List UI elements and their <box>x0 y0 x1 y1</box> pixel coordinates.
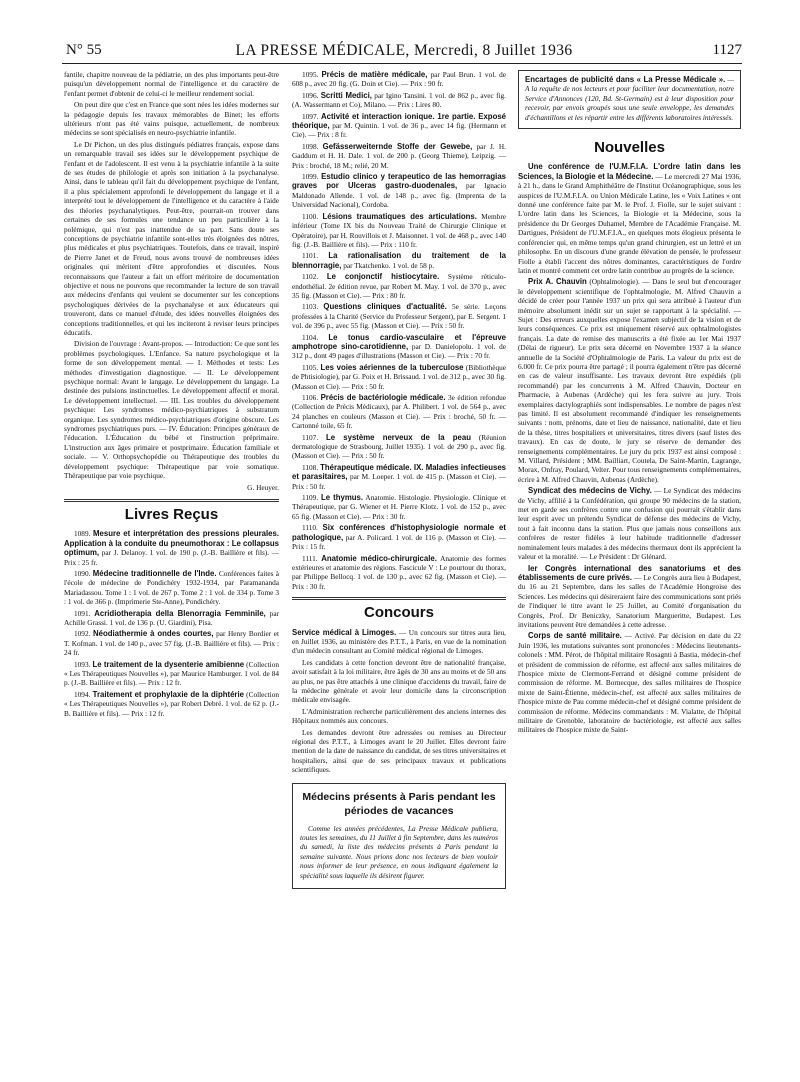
page-header <box>66 42 742 62</box>
paragraph: Le Dr Pichon, un des plus distingués pédiatres français, expose dans un remarquable travail ses idées sur le développement psychique de l'enfant et de l'adolescent. Il est venu à la psychiatrie infantile à la suite de ses études de philologie et après son initiation à la psychanalyse. Ainsi, dans le tableau qu'il fait du développement psychique de l'enfant, il a plus spécialement approfondi le développement du langage et il a interprété tout le développement de l'intelligence et du caractère à l'aide des théories psychanalytiques. Peut-être, pourrait-on trouver dans certaines de ses formules une tendance un peu particulière à la polémique, qui n'est pas inattendue de sa part. Sans doute ses conceptions de psychiatrie infantile sont-elles très éloignées des nôtres, plus médicales et plus psychiatriques. Toutefois, dans ce travail, inspiré de Pierre Janet et de Freud, nous avons trouvé de nombreuses idées originales qui méritent d'être approfondies et discutées. Nous reconnaissons que l'auteur a fait un effort méritoire de documentation objective et nous ne pouvons que recommander la lecture de son travail aux médecins d'enfants qui veulent se documenter sur les conceptions psychologiques dérivées de la psychanalyse et aux éducateurs qui trouveront, dans ce manuel d'étude, des idées nouvelles éloignées des conceptions traditionnelles, et qui les inciteront à reviser leurs principes éducatifs. <box>64 139 279 337</box>
entry-details: Système réticulo-endothélial. 2e édition revue, par Robert M. May. 1 vol. de 370 p., avec 35 fig. (Masson et Cie). — Prix : 80 fr. <box>292 272 506 300</box>
entry-number: 1104. <box>302 332 319 342</box>
book-entry <box>292 142 506 170</box>
entry-number: 1107. <box>302 432 319 442</box>
column-right <box>518 70 741 1060</box>
entry-title: Le système nerveux de la peau <box>326 432 471 442</box>
book-entry <box>292 393 506 431</box>
book-entry <box>292 251 506 270</box>
entry-details: Conférences faites à l'école de médecine de Pondichéry 1932-1934, par Paramananda Mariadassou. Tome 1 : 1 vol. de 267 p. Tome 2 : 1 vol. de 334 p. Tome 3 : 1 vol. de 366 p. (Imprimerie Ste-Anne), Pondichéry. <box>64 568 279 607</box>
entry-details: — Le Syndicat des médecins de Vichy, affilié à la Confédération, qui groupe 90 médecins de la station, met en garde ses confrères contre une confusion qui pourrait s'établir dans leur esprit avec un prétendu Syndicat de défense des médecins de Vichy, tout à fait inconnu dans la station. Plus que jamais nous conseillons aux confrères de rester fidèles à leur habitude traditionnelle d'adresser nominalement leurs malades à des médecins thermaux dont ils apprécient la valeur et la moralité. — Le Président : Dr Glénard. <box>518 486 741 562</box>
entry-number: 1102. <box>302 272 319 282</box>
entry-title: Syndicat des médecins de Vichy. <box>528 486 652 496</box>
entry-details: par Henry Bordier et T. Kofman. 1 vol. de 140 p., avec 57 fig. (J.-B. Baillière et fils). — Prix : 24 fr. <box>64 629 279 658</box>
entry-number: 1111. <box>302 553 318 563</box>
entry-number: 1097. <box>302 111 319 121</box>
review-signature: G. Heuyer. <box>247 483 279 493</box>
entry-number: 1096. <box>302 90 319 100</box>
entry-title: Thérapeutique médicale. IX. Maladies infectieuses et parasitaires, <box>292 462 506 482</box>
concours-paragraph-4: Les demandes devront être adressées ou remises au Directeur régional des P.T.T., à Limoges avant le 20 Juillet. Elles devront faire mention de la date de naissance du candidat, de ses titres universitaires et hospitaliers, ainsi que de ses principaux travaux et publications scientifiques. <box>292 727 506 775</box>
book-entry <box>64 609 279 628</box>
book-entry <box>64 569 279 607</box>
entry-number: 1101. <box>302 251 319 261</box>
news-item <box>518 564 741 630</box>
entry-title: Corps de santé militaire. <box>528 631 622 641</box>
entry-number: 1099. <box>302 172 319 182</box>
entry-number: 1095. <box>302 70 319 79</box>
paragraph: On peut dire que c'est en France que sont nées les idées modernes sur la pédagogie depuis les travaux mémorables de Binet; les efforts ultérieurs n'ont pas été vains puisque, actuellement, de nombreux médecins se sont spécialisés en neuro-psychiatrie infantile. <box>64 100 279 138</box>
section-title-nouvelles: Nouvelles <box>594 139 665 157</box>
review-text <box>64 70 279 480</box>
paragraph: fantile, chapitre nouveau de la pédiatrie, un des plus importants peut-être puisqu'un développement normal de l'intelligence et du caractère de l'enfant permet d'obtenir de celui-ci le meilleur rendement social. <box>64 70 279 98</box>
entry-number: 1109. <box>302 493 319 503</box>
news-item <box>518 631 741 734</box>
concours-paragraph-3: L'Administration recherche particulièrement des anciens internes des Hôpitaux nommés aux concours. <box>292 706 506 726</box>
section-title-concours: Concours <box>363 604 434 622</box>
entry-number: 1110. <box>302 523 318 533</box>
news-item <box>518 277 741 484</box>
advertising-notice-box <box>518 70 741 129</box>
entry-title: Estudio clinico y terapeutico de las hemorragias graves por Ulceras gastro-duodenales, <box>292 172 506 191</box>
concours-text: — Un concours sur titres aura lieu, en Juillet 1936, au ministère des P.T.T., à Paris, en vue de la nomination d'un médecin consultant au Comité médical régional de Limoges. <box>292 627 506 656</box>
entry-number: 1092. <box>74 629 91 639</box>
page-number: 1127 <box>712 42 742 58</box>
entry-title: Scritti Medici, <box>320 90 372 100</box>
entry-details: par Achille Grassi. 1 vol. de 136 p. (U. Giardini), Pisa. <box>64 608 279 627</box>
entry-details: 5e série. Leçons professées à la Charité (Service du Professeur Sergent), par E. Sergent. 1 vol. de 396 p., avec 55 fig. (Masson et Cie). — Prix : 50 fr. <box>292 302 506 331</box>
section-title-livres: Livres Reçus <box>124 505 219 523</box>
entry-number: 1105. <box>302 362 319 372</box>
entry-title: Néodiathermie à ondes courtes, <box>93 629 214 639</box>
entry-details: par A. Policard. 1 vol. de 116 p. (Masson et Cie). — Prix : 15 fr. <box>292 532 506 552</box>
books-list <box>64 529 279 718</box>
news-list <box>518 162 741 734</box>
book-entry <box>292 302 506 330</box>
entry-title: Une conférence de l'U.M.F.I.A. L'ordre latin dans les Sciences, la Biologie et la Médecine. <box>518 162 741 181</box>
entry-title: Médecine traditionnelle de l'Inde. <box>92 568 217 578</box>
entry-details: par Paul Brun. 1 vol. de 608 p., avec 20 fig. (G. Doin et Cie). — Prix : 90 fr. <box>292 70 506 89</box>
book-entry <box>292 333 506 361</box>
news-item <box>518 162 741 275</box>
column-middle <box>292 70 506 1060</box>
vacation-notice-box <box>292 783 506 889</box>
book-entry <box>292 112 506 140</box>
book-entry <box>292 493 506 521</box>
book-entry <box>292 433 506 461</box>
entry-title: Les voies aériennes de la tuberculose <box>320 362 464 372</box>
entry-details: Membre inférieur (Tome IX bis du Nouveau Traité de Chirurgie Clinique et Opératoire), par H. Rouvillois et J. Maisonnet. 1 vol. de 468 p., avec 140 fig. (J.-B. Baillière et fils). — Prix : 110 fr. <box>292 211 506 249</box>
entry-details: par M. Loeper. 1 vol. de 415 p. (Masson et Cie). — Prix : 50 fr. <box>292 472 506 491</box>
news-item <box>518 486 741 561</box>
entry-title: Anatomie médico-chirurgicale. <box>321 553 437 563</box>
entry-details: Anatomie des formes extérieures et anatomie des régions. Fascicule V : Le pourtour du thorax, par Philippe Bellocq. 1 vol. de 130 p., avec 62 fig. (Masson et Cie). — Prix : 30 fr. <box>292 553 506 591</box>
book-entry <box>292 70 506 89</box>
book-entry <box>292 91 506 110</box>
vacation-notice-text: Comme les années précédentes, La Presse Médicale publiera, toutes les semaines, du 11 Juillet à fin Septembre, dans les numéros du samedi, la liste des médecins présents à Paris pendant la semaine suivante. Nous prions donc nos lecteurs de bien vouloir nous informer de leur présence, en nous indiquant également la spécialité sous laquelle ils désirent figurer. <box>300 823 498 880</box>
book-entry <box>292 463 506 491</box>
entry-number: 1103. <box>302 302 319 312</box>
entry-title: Gefässerweiternde Stoffe der Gewebe, <box>322 141 473 151</box>
column-left <box>64 70 279 1060</box>
entry-title: Le thymus. <box>320 493 364 503</box>
book-entry <box>64 529 279 567</box>
book-entry <box>64 629 279 657</box>
entry-details: Anatomie. Histologie. Physiologie. Clinique et Thérapeutique, par G. Wiener et H. Pierre Klotz. 1 vol. de 152 p., avec 65 fig. (Masson et Cie). — Prix : 30 fr. <box>292 493 506 521</box>
entry-details: (Collection « Les Thérapeutiques Nouvelles »), par Maurice Hamburger. 1 vol. de 84 p. (J.-B. Baillière et fils). — Prix : 12 fr. <box>64 659 279 688</box>
entry-title: Précis de bactériologie médicale. <box>320 393 446 402</box>
entry-details: par Ignacio Maldonado Allende. 1 vol. de 148 p., avec fig. (Imprenta de la Universidad Nacional), Cordoba. <box>292 181 506 210</box>
entry-title: Le traitement de la dysenterie amibienne <box>92 659 245 669</box>
entry-title: Activité et interaction ionique. 1re partie. Exposé théorique, <box>292 111 506 131</box>
book-entry <box>292 212 506 250</box>
entry-details: par Tkatchenko. 1 vol. de 58 p. <box>343 260 435 270</box>
entry-number: 1091. <box>74 608 91 618</box>
book-entry <box>292 272 506 300</box>
entry-details: par Igino Tansini. 1 vol. de 862 p., avec fig. (A. Wassermann et Co), Milano. — Prix : Lires 80. <box>292 90 506 110</box>
entry-number: 1100. <box>302 211 319 221</box>
entry-number: 1089. <box>74 529 91 539</box>
book-entry <box>64 660 279 688</box>
issue-number: N° 55 <box>66 42 102 58</box>
entry-title: Mesure et interprétation des pressions pleurales. Application à la conduite du pneumothorax : Le collapsus optimum, <box>64 529 279 558</box>
entry-details: (Ophtalmologie). — Dans le seul but d'encourager le développement scientifique de l'ophtalmologie, M. Alfred Chauvin a décidé de créer pour l'année 1937 un prix qui sera attribué à l'auteur d'un mémoire absolument inédit sur un sujet se rapportant à la spécialité. — Sujet : Des erreurs auxquelles expose l'examen subjectif de la vision et de leurs conséquences. Ce prix est uniquement réservé aux ophtalmologistes français. La date de remise des manuscrits a été fixée au 1er Mai 1937 (Délai de rigueur). Le prix sera décerné en Novembre 1937 à la séance annuelle de la Société d'Ophtalmologie de Paris. La valeur du prix est de 6.000 fr. Ce prix pourra être partagé ; il pourra également n'être pas décerné en cas de valeur insuffisante. Les travaux devront être expédiés (pli recommandé) par les concurrents à M. Alfred Chauvin, Docteur en Pharmacie, à Aubenas (Ardèche) qui les fera suivre au jury. Trois exemplaires dactylographiés sont indispensables. Le nombre de pages n'est pas limité. Il est absolument recommandé d'indiquer les renseignements suivants : nom, prénoms, date et lieu de naissance, nationalité, date et lieu de la thèse, titres hospitaliers et universitaires, titres divers (sauf listes des travaux). En cas de doute, le jury se réserve de demander des renseignements complémentaires. Le jury du prix 1937 est ainsi composé : M. Villard, Président ; MM. Bailliart, Coutela, De Saint-Martin, Lagrange, Morax, Onfray, Poulard, Velter. Pour tous renseignements complémentaires, écrire à M. Alfred Chauvin, Aubenas (Ardèche). <box>518 277 741 484</box>
entry-title: Acridiotherapia della Blenorragia Femminile, <box>94 608 266 618</box>
advertising-notice-text: — A la requête de nos lecteurs et pour faciliter leur documentation, notre Service d'Annonces (120, Bd. St-Germain) est à leur disposition pour recevoir, par envois groupés sous une seule enveloppe, les demandes d'échantillons et les répartir entre les différents laboratoires intéressés. <box>525 75 734 122</box>
entry-title: Lésions traumatiques des articulations. <box>322 211 477 221</box>
entry-title: Le conjonctif histiocytaire. <box>326 272 440 282</box>
entry-details: par D. Danielopolu. 1 vol. de 312 p., dont 49 pages d'illustrations (Masson et Cie). — Prix : 70 fr. <box>292 341 506 361</box>
entry-number: 1106. <box>302 393 319 402</box>
entry-title: Le tonus cardio-vasculaire et l'épreuve amphotrope sino-carotidienne, <box>292 332 506 351</box>
entry-title: Ier Congrès international des sanatoriums et des établissements de cure privés. <box>518 563 741 582</box>
entry-title: Six conférences d'histophysiologie normale et pathologique, <box>292 523 506 542</box>
entry-details: — Le mercredi 27 Mai 1936, à 21 h., dans le Grand Amphithéâtre de l'Institut Océanographique, sous les auspices de l'U.M.F.I.A. ou Union Médicale Latine, les « Voix Latines » ont donné une conférence faite par M. le Prof. J. Fiolle, sur le sujet suivant : L'ordre latin dans les Sciences, la Biologie et la Médecine, sous la présidence du Dr Georges Duhamel, Membre de l'Académie Française. M. Dartigues, Président de l'U.M.F.I.A., en quelques mots élogieux présenta le conférencier qui, en même temps qu'un grand chirurgien, est un lettré et un philosophe. En un discours d'une grande élévation de pensée, le professeur Fiolle a établi l'accent des nôtres dominantes, caractéristiques de l'ordre latin et montré comment cet ordre latin contribue au progrès de la science. <box>518 171 741 275</box>
entry-details: — Le Congrès aura lieu à Budapest, du 16 au 21 Septembre, dans les salles de l'Académie Hongroise des Sciences. Les médecins qui désireraient faire des communications sont priés de l'indiquer le titre avant le 25 Juillet, au Comité d'organisation du Congrès, Prof. Dr Beniczky, Sanatorium Margueritte, Budapest. Les invitations peuvent être demandées à cette adresse. <box>518 572 741 629</box>
entry-number: 1094. <box>74 689 91 699</box>
book-entry <box>292 363 506 391</box>
entry-details: (Bibliothèque de Phtisiologie), par G. Poix et H. Brissaud. 1 vol. de 312 p., avec 30 fig. (Masson et Cie). — Prix : 50 fr. <box>292 362 506 391</box>
book-entry <box>292 554 506 592</box>
entry-details: (Réunion dermatologique de Strasbourg, Juillet 1935). 1 vol. de 290 p., avec fig. (Masson et Cie). — Prix : 50 fr. <box>292 432 506 461</box>
concours-paragraph-2: Les candidats à cette fonction devront être de nationalité française, avoir satisfait à la loi militaire, être âgés de 30 ans au moins et de 50 ans au plus, ne pas être attachés à une clinique d'accidents du travail, faire de la médecine générale et avoir leur domicile dans la circonscription médicale envisagée. <box>292 657 506 705</box>
book-entry <box>292 172 506 210</box>
entry-details: par M. Quintin. 1 vol. de 36 p., avec 14 fig. (Hermann et Cie). — Prix : 8 fr. <box>292 121 506 140</box>
entry-title: Prix A. Chauvin <box>528 277 587 287</box>
paragraph: Division de l'ouvrage : Avant-propos. — Introduction: Ce que sont les problèmes psychologiques. L'Enfance. Sa nature psychologique et la forme de son développement mental. — I. Méthodes et tests: Les méthodes d'investigation diagnostique. — II. Le développement psychique normal: Avant le langage. Le développement du langage. La destinée des pulsions instinctuelles. Le développement affectif et moral. Le développement intellectuel. — III. Les troubles du développement psychique: Les syndromes médico-psychiatriques à substratum organique. Les syndromes médico-psychiatriques d'origine obscure. Les syndromes psychiatriques purs. — IV. Éducation: Principes généraux de l'éducation. L'Éducation du bébé et l'instruction préprimaire. L'instruction aux âges primaire et postprimaire. Éducation familiale et sociale. — V. Orthopsychopédie ou Thérapeutique des troubles du développement psychique: Thérapeutique par voie somatique. Thérapeutique par voie psychique. <box>64 339 279 481</box>
vacation-notice-title: Médecins présents à Paris pendant les périodes de vacances <box>302 790 496 817</box>
entry-number: 1098. <box>302 141 319 151</box>
journal-title: LA PRESSE MÉDICALE, Mercredi, 8 Juillet 1936 <box>235 42 573 59</box>
entry-details: (Collection « Les Thérapeutiques Nouvelles »), par Robert Debré. 1 vol. de 62 p. (J.-B. Baillière et fils). — Prix : 12 fr. <box>64 689 279 718</box>
entry-title: La rationalisation du traitement de la blennorragie, <box>292 251 506 270</box>
header-rule <box>62 63 742 64</box>
book-entry <box>292 523 506 551</box>
entry-details: — Activé. Par décision en date du 22 Juin 1936, les mutations suivantes sont prononcées : Médecins lieutenants-colonels : MM. Pérot, de l'hôpital militaire Rosagnti à Bastia, médecin-chef et président de commission de réforme, est affecté aux salles militaires de l'hospice mixte de Clermont-Ferrand et désigné comme président de commission de réforme. M. Bornecque, des salles militaires de l'hospice mixte de Saint-Étienne, médecin-chef, est affecté aux salles militaires de l'hospice mixte de Pau comme médecin-chef et désigné comme président de commission de réforme. Médecins commandants : M. Vialatte, de l'hôpital militaire de Grenoble, laboratoire de bactériologie, est affecté aux salles militaires de l'hospice mixte de Saint- <box>518 631 741 735</box>
entry-details: par J. Delanoy. 1 vol. de 190 p. (J.-B. Baillière et fils). — Prix : 25 fr. <box>64 548 279 567</box>
entry-title: Précis de matière médicale, <box>321 70 428 79</box>
section-divider <box>292 597 506 600</box>
entry-details: par J. H. Gaddum et H. H. Dale. 1 vol. de 200 p. (Georg Thieme), Leipzig. — Prix : broché, 18 M.; relié, 20 M. <box>292 141 506 170</box>
entry-number: 1108. <box>302 462 319 472</box>
section-divider <box>64 499 279 502</box>
entry-details: 3e édition refondue (Collection de Précis Médicaux), par A. Philibert. 1 vol. de 564 p., avec 24 planches en couleurs (Masson et Cie). — Prix : broché, 50 fr. — Cartonné toile, 65 fr. <box>292 393 506 431</box>
concours-paragraph-1 <box>292 628 506 656</box>
advertising-notice <box>525 75 734 122</box>
entry-title: Questions cliniques d'actualité. <box>323 302 447 312</box>
book-entry <box>64 690 279 718</box>
concours-heading: Service médical à Limoges. <box>292 627 397 637</box>
entry-title: Traitement et prophylaxie de la diphtérie <box>92 689 244 699</box>
entry-number: 1093. <box>74 659 91 669</box>
advertising-notice-title: Encartages de publicité dans « La Presse Médicale ». <box>525 75 726 84</box>
books-list-continued <box>292 70 506 591</box>
entry-number: 1090. <box>74 568 91 578</box>
